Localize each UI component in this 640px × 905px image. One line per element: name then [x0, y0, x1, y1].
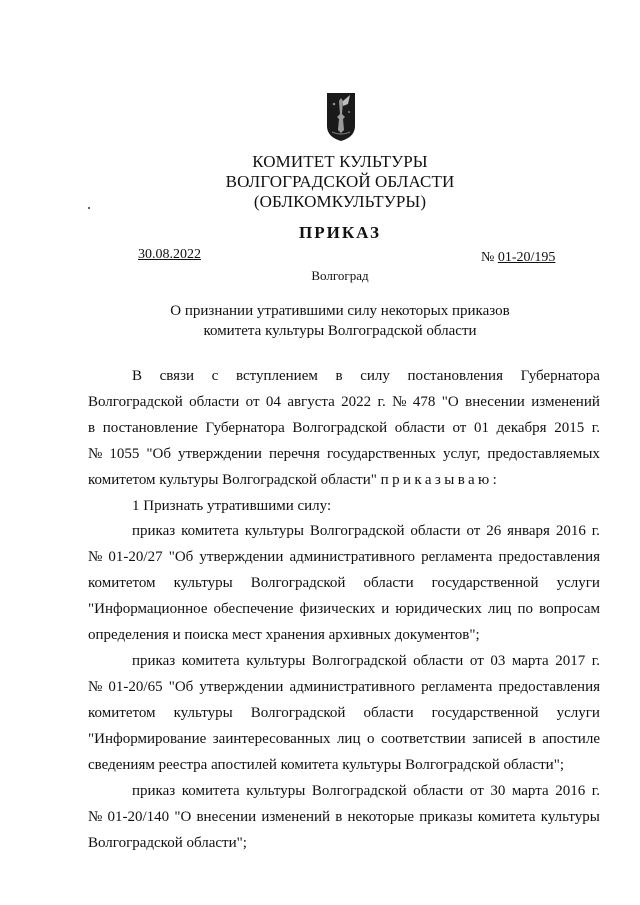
word: В: [132, 368, 143, 384]
word: внесении: [196, 809, 257, 825]
word: от: [466, 523, 481, 539]
word: Волгоградской: [311, 783, 407, 799]
word: услуги: [556, 575, 600, 591]
word: области: [363, 705, 414, 721]
word: предоставления: [498, 549, 600, 565]
body-line-3: [88, 418, 600, 438]
document-title-line-1: О признании утратившими силу некоторых приказов: [170, 303, 510, 319]
body-line-13: [88, 677, 600, 697]
word: в: [528, 731, 536, 747]
word: "О: [441, 394, 459, 410]
word: связи: [159, 368, 195, 384]
word: о: [366, 731, 375, 747]
word: "О: [174, 809, 192, 825]
number-value: 01-20/195: [497, 250, 556, 265]
word: "Информационное: [88, 601, 208, 617]
scan-speck: [88, 207, 90, 209]
word: марта: [511, 653, 549, 669]
word: в: [88, 420, 96, 436]
word: культуры: [540, 809, 600, 825]
word: "Об: [168, 679, 194, 695]
word: 01-20/140: [107, 809, 170, 825]
word: "Информирование: [88, 731, 207, 747]
word: области: [363, 575, 414, 591]
word: от: [245, 394, 260, 410]
word: Волгоградской: [311, 653, 407, 669]
document-title-line-2: комитета культуры Волгоградской области: [203, 323, 477, 339]
body-line-6: 1 Признать утратившими силу:: [132, 498, 332, 514]
word: постановление: [102, 420, 198, 436]
word: приказ: [132, 523, 176, 539]
word: изменений: [531, 394, 600, 410]
word: 2022: [341, 394, 372, 410]
word: комитета: [181, 783, 240, 799]
word: №: [88, 809, 103, 825]
document-date: 30.08.2022: [138, 247, 201, 262]
word: марта: [511, 783, 549, 799]
word: 01-20/27: [108, 549, 163, 565]
word: заинтересованных: [212, 731, 331, 747]
word: силу: [360, 368, 390, 384]
body-line-5-text: комитетом культуры Волгоградской области": [88, 472, 377, 488]
body-line-5-spaced: приказываю:: [380, 472, 501, 488]
word: комитета: [477, 809, 536, 825]
word: предоставляемых: [487, 446, 600, 462]
word: 26: [486, 523, 502, 539]
body-line-2: [88, 392, 600, 412]
word: соответствии: [380, 731, 466, 747]
word: комитета: [181, 523, 239, 539]
word: культуры: [244, 523, 304, 539]
word: предоставления: [498, 679, 600, 695]
word: вопросам: [539, 601, 600, 617]
word: государственной: [431, 705, 539, 721]
word: лиц: [336, 731, 361, 747]
word: приказы: [419, 809, 473, 825]
body-line-8: [88, 547, 600, 567]
word: утверждении: [199, 549, 284, 565]
word: Волгоградской: [292, 420, 388, 436]
word: государственной: [431, 575, 539, 591]
body-line-7: [132, 521, 600, 541]
body-line-18: [88, 807, 600, 827]
word: вступлением: [235, 368, 318, 384]
word: области: [189, 394, 240, 410]
word: юридических: [395, 601, 482, 617]
word: от: [469, 653, 484, 669]
word: апостиле: [542, 731, 600, 747]
word: "Об: [168, 549, 194, 565]
word: 04: [265, 394, 281, 410]
word: №: [88, 679, 103, 695]
document-city: Волгоград: [311, 268, 369, 283]
word: г.: [591, 783, 600, 799]
word: 1055: [109, 446, 140, 462]
word: постановления: [407, 368, 503, 384]
word: некоторые: [347, 809, 415, 825]
word: культуры: [246, 653, 306, 669]
body-line-4: [88, 444, 600, 464]
word: области: [413, 653, 464, 669]
word: утверждении: [199, 679, 284, 695]
word: г.: [591, 653, 600, 669]
word: культуры: [173, 705, 233, 721]
word: 01: [473, 420, 489, 436]
word: утверждении: [178, 446, 262, 462]
word: г.: [377, 394, 386, 410]
word: 30: [490, 783, 506, 799]
word: комитета: [181, 653, 240, 669]
body-line-16: сведениям реестра апостилей комитета культуры Волгоградской области";: [88, 757, 564, 773]
word: услуг,: [442, 446, 481, 462]
word: г.: [591, 420, 600, 436]
word: регламента: [421, 679, 493, 695]
word: лиц: [487, 601, 512, 617]
word: 01-20/65: [108, 679, 163, 695]
word: услуги: [556, 705, 600, 721]
word: января: [507, 523, 550, 539]
word: Волгоградской: [250, 705, 346, 721]
word: изменений: [261, 809, 331, 825]
body-line-14: [88, 703, 600, 723]
word: в: [335, 368, 343, 384]
word: культуры: [246, 783, 306, 799]
word: административного: [289, 679, 415, 695]
word: г.: [591, 523, 600, 539]
body-line-11: определения и поиска мест хранения архивных документов";: [88, 627, 480, 643]
word: 2016: [555, 523, 586, 539]
word: записей: [472, 731, 523, 747]
word: обеспечение: [213, 601, 294, 617]
word: физических: [299, 601, 376, 617]
word: Волгоградской: [250, 575, 346, 591]
org-name-line-2: ВОЛГОГРАДСКОЙ ОБЛАСТИ: [225, 172, 455, 191]
word: в: [335, 809, 343, 825]
body-line-19: Волгоградской области";: [88, 835, 247, 851]
org-name-line-1: КОМИТЕТ КУЛЬТУРЫ: [252, 152, 428, 171]
org-name-line-3: (ОБЛКОМКУЛЬТУРЫ): [253, 192, 427, 211]
word: государственных: [326, 446, 436, 462]
word: 2016: [555, 783, 586, 799]
word: области: [394, 420, 445, 436]
word: августа: [287, 394, 335, 410]
word: административного: [289, 549, 415, 565]
body-line-9: [88, 573, 600, 593]
word: области: [413, 783, 464, 799]
word: декабря: [496, 420, 547, 436]
body-line-5: [88, 470, 600, 490]
word: №: [88, 446, 103, 462]
word: от: [452, 420, 467, 436]
document-number: [481, 250, 555, 266]
word: 478: [412, 394, 436, 410]
word: внесении: [465, 394, 525, 410]
body-line-15: [88, 729, 600, 749]
word: №: [88, 549, 103, 565]
word: комитетом: [88, 575, 156, 591]
word: Губернатора: [520, 368, 600, 384]
word: от: [469, 783, 484, 799]
word: "Об: [146, 446, 171, 462]
word: Губернатора: [205, 420, 285, 436]
word: приказ: [132, 783, 176, 799]
body-line-17: [132, 781, 600, 801]
word: по: [517, 601, 534, 617]
word: Волгоградской: [309, 523, 405, 539]
word: комитетом: [88, 705, 156, 721]
word: культуры: [173, 575, 233, 591]
word: 2017: [555, 653, 586, 669]
word: области: [410, 523, 461, 539]
body-line-1: [132, 366, 600, 386]
word: Волгоградской: [88, 394, 183, 410]
word: с: [211, 368, 219, 384]
word: 03: [490, 653, 506, 669]
body-line-10: [88, 599, 600, 619]
volgograd-coat-of-arms-icon: [326, 92, 356, 142]
word: и: [381, 601, 390, 617]
word: перечня: [268, 446, 320, 462]
number-prefix: №: [481, 250, 495, 265]
word: регламента: [421, 549, 493, 565]
word: №: [392, 394, 407, 410]
body-line-12: [132, 651, 600, 671]
document-type: ПРИКАЗ: [299, 223, 381, 242]
word: 2015: [554, 420, 585, 436]
word: приказ: [132, 653, 176, 669]
